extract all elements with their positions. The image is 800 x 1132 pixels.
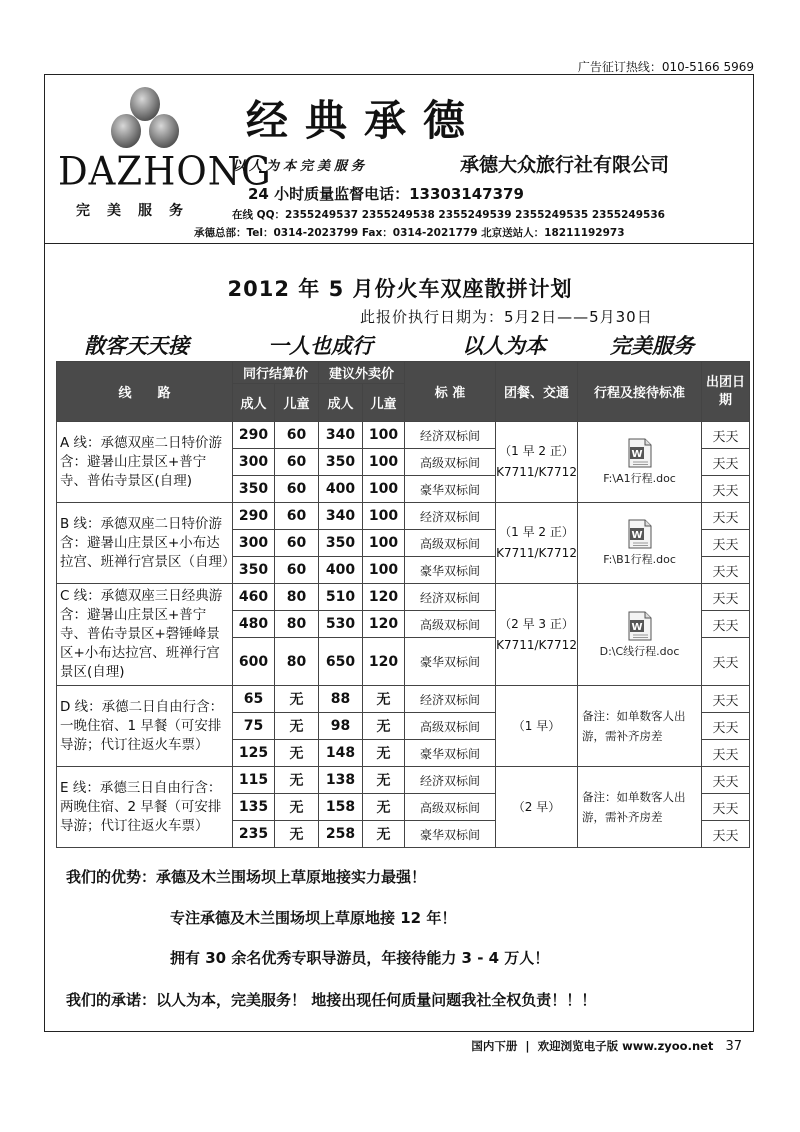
- footer-section: 国内下册: [471, 1039, 518, 1053]
- room-standard: 经济双标间: [405, 503, 496, 530]
- itinerary-note: 备注：如单数客人出游，需补齐房差: [578, 767, 702, 848]
- itinerary-filename[interactable]: F:\A1行程.doc: [603, 472, 676, 485]
- table-row: [57, 503, 750, 530]
- retail-adult-price: 88: [319, 686, 363, 713]
- depart-schedule: 天天: [702, 530, 750, 557]
- header-divider: [44, 243, 754, 244]
- retail-child-price: 无: [363, 767, 405, 794]
- header-retail-price: 建议外卖价: [319, 362, 405, 384]
- header-route: 线 路: [57, 362, 233, 422]
- retail-adult-price: 400: [319, 557, 363, 584]
- room-standard: 经济双标间: [405, 422, 496, 449]
- retail-child-price: 100: [363, 530, 405, 557]
- svg-text:W: W: [631, 449, 643, 460]
- footer-welcome[interactable]: 欢迎浏览电子版 www.zyoo.net: [537, 1039, 714, 1053]
- retail-adult-price: 650: [319, 638, 363, 686]
- depart-schedule: 天天: [702, 794, 750, 821]
- retail-adult-price: 400: [319, 476, 363, 503]
- table-row: [57, 767, 750, 794]
- header-slogan: 以人为本完美服务: [232, 159, 369, 174]
- room-standard: 豪华双标间: [405, 557, 496, 584]
- peer-adult-price: 290: [233, 503, 275, 530]
- peer-adult-price: 65: [233, 686, 275, 713]
- brand-name: DAZHONG: [58, 148, 272, 195]
- route-desc: A 线：承德双座二日特价游含：避暑山庄景区+普宁寺、普佑寺景区(自理): [57, 422, 233, 503]
- peer-child-price: 80: [275, 611, 319, 638]
- table-row: [57, 422, 750, 449]
- meal-transport: （2 早 3 正）K7711/K7712: [496, 584, 578, 686]
- header-peer-adult: 成人: [233, 384, 275, 422]
- depart-schedule: 天天: [702, 713, 750, 740]
- header-meal-transport: 团餐、交通: [496, 362, 578, 422]
- retail-child-price: 无: [363, 740, 405, 767]
- retail-child-price: 120: [363, 611, 405, 638]
- advantage-1: 我们的优势：承德及木兰围场坝上草原地接实力最强！: [66, 868, 427, 886]
- meal-transport: （1 早 2 正）K7711/K7712: [496, 503, 578, 584]
- peer-child-price: 无: [275, 740, 319, 767]
- peer-child-price: 60: [275, 449, 319, 476]
- route-desc: D 线：承德二日自由行含：一晚住宿、1 早餐（可安排导游；代订往返火车票）: [57, 686, 233, 767]
- room-standard: 经济双标间: [405, 767, 496, 794]
- depart-schedule: 天天: [702, 503, 750, 530]
- peer-adult-price: 600: [233, 638, 275, 686]
- meal-transport: （1 早 2 正）K7711/K7712: [496, 422, 578, 503]
- peer-adult-price: 460: [233, 584, 275, 611]
- header-standard: 标 准: [405, 362, 496, 422]
- retail-adult-price: 530: [319, 611, 363, 638]
- peer-child-price: 无: [275, 794, 319, 821]
- room-standard: 经济双标间: [405, 686, 496, 713]
- retail-child-price: 100: [363, 422, 405, 449]
- peer-adult-price: 115: [233, 767, 275, 794]
- retail-child-price: 无: [363, 686, 405, 713]
- slogan-2: 一人也成行: [268, 334, 373, 358]
- room-standard: 高级双标间: [405, 530, 496, 557]
- retail-adult-price: 350: [319, 449, 363, 476]
- svg-text:W: W: [631, 530, 643, 541]
- itinerary-note: 备注：如单数客人出游，需补齐房差: [578, 686, 702, 767]
- peer-adult-price: 135: [233, 794, 275, 821]
- retail-child-price: 100: [363, 449, 405, 476]
- room-standard: 豪华双标间: [405, 476, 496, 503]
- peer-adult-price: 480: [233, 611, 275, 638]
- room-standard: 经济双标间: [405, 584, 496, 611]
- depart-schedule: 天天: [702, 638, 750, 686]
- retail-adult-price: 340: [319, 503, 363, 530]
- peer-adult-price: 235: [233, 821, 275, 848]
- validity-dates: 此报价执行日期为：5月2日——5月30日: [360, 308, 653, 326]
- route-desc: B 线：承德双座二日特价游含：避暑山庄景区+小布达拉宫、班禅行宫景区（自理）: [57, 503, 233, 584]
- peer-adult-price: 350: [233, 476, 275, 503]
- depart-schedule: 天天: [702, 686, 750, 713]
- peer-child-price: 60: [275, 422, 319, 449]
- ad-hotline: 广告征订热线：010-5166 5969: [577, 60, 754, 74]
- route-desc: E 线：承德三日自由行含：两晚住宿、2 早餐（可安排导游；代订往返火车票）: [57, 767, 233, 848]
- retail-adult-price: 148: [319, 740, 363, 767]
- price-table: [56, 361, 750, 848]
- depart-schedule: 天天: [702, 422, 750, 449]
- word-doc-icon: [627, 519, 653, 549]
- peer-child-price: 无: [275, 821, 319, 848]
- table-row: [57, 584, 750, 611]
- header-peer-price: 同行结算价: [233, 362, 319, 384]
- hq-contacts: 承德总部：Tel：0314-2023799 Fax：0314-2021779 北京送站人：18211192973: [194, 227, 625, 239]
- depart-schedule: 天天: [702, 476, 750, 503]
- peer-child-price: 80: [275, 584, 319, 611]
- retail-child-price: 120: [363, 638, 405, 686]
- depart-schedule: 天天: [702, 611, 750, 638]
- meal-transport: （2 早）: [496, 767, 578, 848]
- itinerary-file[interactable]: [578, 584, 702, 686]
- word-doc-icon: [627, 611, 653, 641]
- peer-adult-price: 75: [233, 713, 275, 740]
- word-doc-icon: [627, 438, 653, 468]
- retail-child-price: 100: [363, 476, 405, 503]
- meal-transport: （1 早）: [496, 686, 578, 767]
- depart-schedule: 天天: [702, 557, 750, 584]
- room-standard: 豪华双标间: [405, 638, 496, 686]
- peer-child-price: 无: [275, 686, 319, 713]
- header-retail-child: 儿童: [363, 384, 405, 422]
- advantage-2: 专注承德及木兰围场坝上草原地接 12 年！: [170, 909, 457, 927]
- retail-child-price: 无: [363, 794, 405, 821]
- quality-hotline: 24 小时质量监督电话：13303147379: [248, 185, 524, 203]
- peer-child-price: 80: [275, 638, 319, 686]
- itinerary-file[interactable]: [578, 422, 702, 503]
- retail-adult-price: 510: [319, 584, 363, 611]
- itinerary-file[interactable]: [578, 503, 702, 584]
- depart-schedule: 天天: [702, 449, 750, 476]
- peer-adult-price: 300: [233, 449, 275, 476]
- peer-child-price: 无: [275, 767, 319, 794]
- retail-child-price: 无: [363, 713, 405, 740]
- brand-subtitle: 完美服务: [76, 203, 200, 219]
- page-number: 37: [725, 1039, 742, 1054]
- promise: 我们的承诺：以人为本，完美服务！ 地接出现任何质量问题我社全权负责！！！: [66, 991, 597, 1009]
- depart-schedule: 天天: [702, 767, 750, 794]
- room-standard: 高级双标间: [405, 449, 496, 476]
- slogan-1: 散客天天接: [84, 334, 189, 358]
- peer-adult-price: 300: [233, 530, 275, 557]
- header-peer-child: 儿童: [275, 384, 319, 422]
- peer-child-price: 60: [275, 530, 319, 557]
- retail-adult-price: 340: [319, 422, 363, 449]
- slogan-4: 完美服务: [610, 334, 694, 358]
- itinerary-filename[interactable]: F:\B1行程.doc: [603, 553, 676, 566]
- plan-title: 2012 年 5 月份火车双座散拼计划: [227, 277, 573, 301]
- room-standard: 高级双标间: [405, 611, 496, 638]
- retail-adult-price: 350: [319, 530, 363, 557]
- room-standard: 豪华双标间: [405, 821, 496, 848]
- retail-child-price: 无: [363, 821, 405, 848]
- peer-adult-price: 290: [233, 422, 275, 449]
- depart-schedule: 天天: [702, 584, 750, 611]
- peer-child-price: 60: [275, 503, 319, 530]
- page-title: 经典承德: [246, 96, 483, 145]
- room-standard: 高级双标间: [405, 794, 496, 821]
- retail-child-price: 120: [363, 584, 405, 611]
- retail-adult-price: 98: [319, 713, 363, 740]
- header-depart: 出团日期: [702, 362, 750, 422]
- peer-child-price: 60: [275, 557, 319, 584]
- svg-text:W: W: [631, 621, 643, 633]
- depart-schedule: 天天: [702, 740, 750, 767]
- retail-adult-price: 158: [319, 794, 363, 821]
- header-itinerary: 行程及接待标准: [578, 362, 702, 422]
- retail-child-price: 100: [363, 557, 405, 584]
- company-name: 承德大众旅行社有限公司: [460, 154, 670, 176]
- peer-adult-price: 125: [233, 740, 275, 767]
- peer-child-price: 无: [275, 713, 319, 740]
- page-footer: 国内下册 | 欢迎浏览电子版 www.zyoo.net 37: [471, 1039, 742, 1054]
- itinerary-filename[interactable]: D:\C线行程.doc: [599, 644, 680, 658]
- peer-adult-price: 350: [233, 557, 275, 584]
- room-standard: 高级双标间: [405, 713, 496, 740]
- route-desc: C 线：承德双座三日经典游含：避暑山庄景区+普宁寺、普佑寺景区+磬锤峰景区+小布达拉宫、班禅行宫景区(自理): [57, 584, 233, 686]
- depart-schedule: 天天: [702, 821, 750, 848]
- slogan-3: 以人为本: [462, 334, 546, 358]
- table-row: [57, 686, 750, 713]
- advantage-3: 拥有 30 余名优秀专职导游员，年接待能力 3 - 4 万人！: [170, 949, 550, 967]
- qq-numbers: 在线 QQ：2355249537 2355249538 2355249539 2355249535 2355249536: [232, 209, 665, 221]
- retail-child-price: 100: [363, 503, 405, 530]
- logo-icon: [110, 86, 180, 152]
- room-standard: 豪华双标间: [405, 740, 496, 767]
- retail-adult-price: 138: [319, 767, 363, 794]
- retail-adult-price: 258: [319, 821, 363, 848]
- peer-child-price: 60: [275, 476, 319, 503]
- header-retail-adult: 成人: [319, 384, 363, 422]
